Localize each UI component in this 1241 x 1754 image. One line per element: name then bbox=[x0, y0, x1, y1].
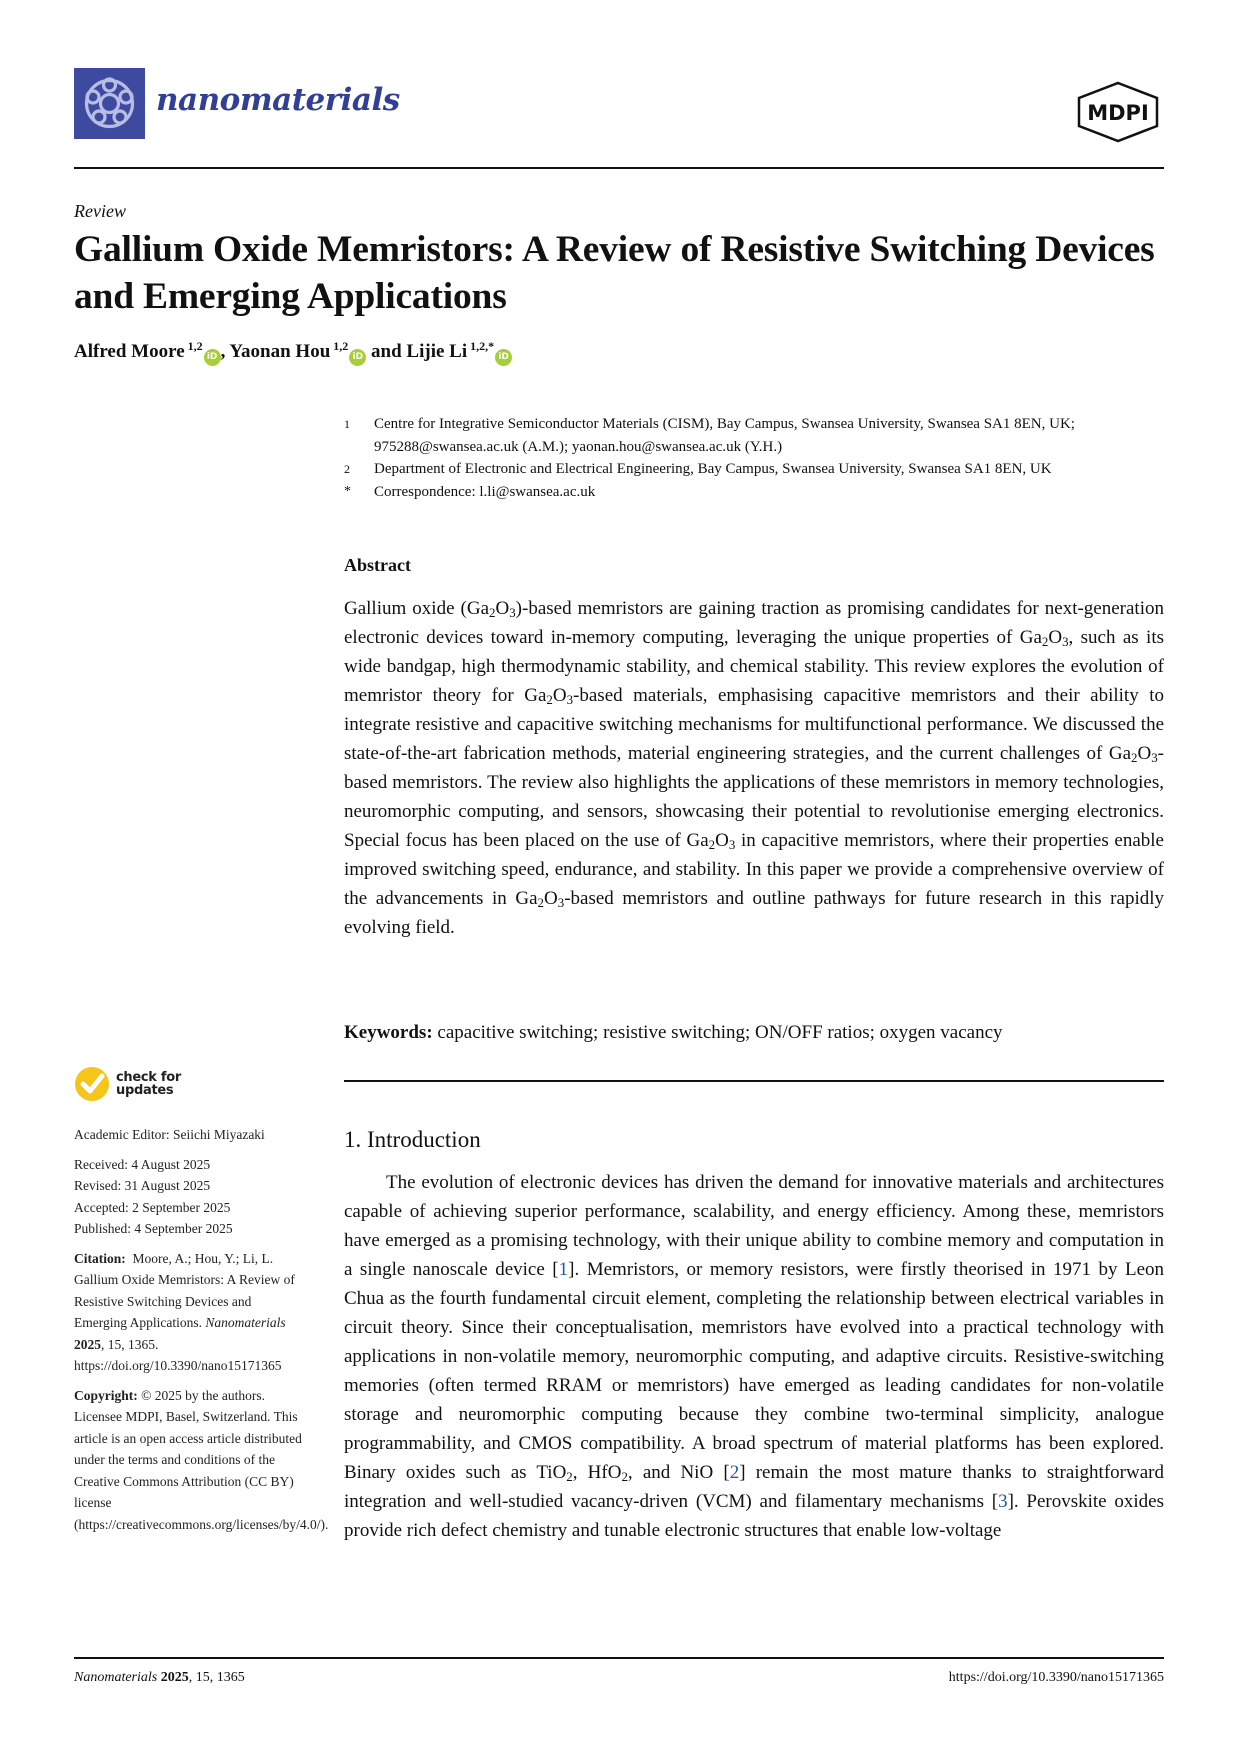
footer-divider bbox=[74, 1657, 1164, 1659]
footer-doi-link[interactable]: https://doi.org/10.3390/nano15171365 bbox=[948, 1670, 1164, 1685]
introduction-body bbox=[344, 1168, 1164, 1545]
article-info-sidebar bbox=[74, 1124, 329, 1535]
author-list bbox=[74, 339, 512, 366]
subscript: 3 bbox=[566, 692, 574, 708]
subscript: 2 bbox=[621, 1469, 628, 1485]
affiliation-item bbox=[344, 413, 1144, 458]
check-updates-label: check for bbox=[116, 1070, 181, 1085]
received-date: Received: 4 August 2025 bbox=[74, 1156, 211, 1172]
subscript: 3 bbox=[728, 837, 736, 853]
citation-link[interactable]: 1 bbox=[558, 1259, 569, 1280]
copyright bbox=[74, 1385, 329, 1536]
accepted-date: Accepted: 2 September 2025 bbox=[74, 1199, 231, 1215]
subscript: 3 bbox=[557, 895, 565, 911]
author-affiliation-mark: 1,2 bbox=[187, 339, 203, 353]
affiliation-item bbox=[344, 458, 1144, 481]
footer-volume: , 15, 1365 bbox=[188, 1670, 245, 1685]
citation-journal: Nanomaterials bbox=[205, 1315, 286, 1330]
affiliation-mark: 1 bbox=[344, 417, 350, 431]
subscript: 3 bbox=[1151, 750, 1158, 766]
author-separator: and bbox=[366, 341, 407, 362]
author-affiliation-mark: 1,2 bbox=[333, 339, 349, 353]
academic-editor: Academic Editor: Seiichi Miyazaki bbox=[74, 1127, 265, 1142]
revised-date: Revised: 31 August 2025 bbox=[74, 1178, 211, 1193]
affiliation-mark: * bbox=[344, 483, 351, 499]
orcid-icon[interactable]: iD bbox=[495, 349, 512, 366]
article-title: Gallium Oxide Memristors: A Review of Resistive Switching Devices and Emerging Applications bbox=[74, 229, 1155, 317]
mdpi-logo-text: MDPI bbox=[1087, 101, 1149, 125]
mdpi-logo bbox=[1073, 80, 1163, 144]
abstract-divider bbox=[344, 1080, 1164, 1082]
subscript: 2 bbox=[708, 837, 716, 853]
affiliation-text: Department of Electronic and Electrical Engineering, Bay Campus, Swansea University, Swansea SA1 8EN, UK bbox=[374, 461, 1052, 477]
author-separator: , bbox=[220, 341, 230, 362]
footer-citation bbox=[74, 1670, 245, 1686]
citation-label: Citation: bbox=[74, 1250, 126, 1266]
keywords bbox=[344, 1022, 1174, 1044]
subscript: 2 bbox=[1041, 634, 1049, 650]
subscript: 2 bbox=[489, 605, 496, 621]
citation-doi[interactable]: , 15, 1365. https://doi.org/10.3390/nano15171365 bbox=[74, 1336, 282, 1373]
article-type: Review bbox=[74, 201, 126, 221]
journal-name: nanomaterials bbox=[156, 82, 400, 118]
check-updates-label: updates bbox=[116, 1083, 174, 1098]
abstract-heading: Abstract bbox=[344, 555, 411, 575]
correspondence-text: Correspondence: l.li@swansea.ac.uk bbox=[374, 483, 596, 500]
journal-logo bbox=[74, 68, 145, 139]
orcid-icon[interactable]: iD bbox=[349, 349, 366, 366]
published-date: Published: 4 September 2025 bbox=[74, 1221, 233, 1236]
citation-year: 2025 bbox=[74, 1336, 101, 1352]
copyright-label: Copyright: bbox=[74, 1387, 138, 1403]
affiliation-text: Centre for Integrative Semiconductor Materials (CISM), Bay Campus, Swansea University, Swansea SA1 8EN, UK; 975288@swansea.ac.uk (A.M.); yaonan.hou@swansea.ac.uk (Y.H.) bbox=[374, 416, 1075, 455]
fullerene-icon bbox=[74, 68, 145, 139]
subscript: 2 bbox=[566, 1469, 573, 1485]
correspondence bbox=[344, 481, 1144, 504]
author-name: Lijie Li bbox=[406, 341, 468, 362]
citation-text: Moore, A.; Hou, Y.; Li, L. Gallium Oxide Memristors: A Review of Resistive Switching Devices and Emerging Applications. bbox=[74, 1250, 295, 1330]
subscript: 2 bbox=[1131, 750, 1138, 766]
subscript: 2 bbox=[537, 895, 544, 911]
citation bbox=[74, 1248, 304, 1377]
abstract-body: Gallium oxide $(Ga_2O_3)$-based memristors are gaining traction as promising candidates for next-generation electronic devices toward in-memory computing, leveraging the unique properties of $Ga_2O_3$, such as its wide bandgap, high thermodynamic stability, and chemical stability. This review explores the evolution of memristor theory for $Ga_2O_3$-based materials, emphasising capacitive memristors and their ability to integrate resistive and capacitive switching mechanisms for multifunctional performance. We discussed the state-of-the-art fabrication methods, material engineering strategies, and the current challenges of $Ga_2O_3$-based memristors. The review also highlights the applications of these memristors in memory technologies, neuromorphic computing, and sensors, showcasing their potential to revolutionise emerging electronics. Special focus has been placed on the use of $Ga_2O_3$ in capacitive memristors, where their properties enable improved switching speed, endurance, and stability. In this paper we provide a comprehensive overview of the advancements in $Ga_2O_3$-based memristors and outline pathways for future research in this rapidly evolving field. bbox=[344, 598, 1165, 938]
introduction-text: The evolution of electronic devices has driven the demand for innovative materials and architectures capable of achieving superior performance, scalability, and energy efficiency. Among these, memristors have emerged as a promising technology, with their unique ability to combine memory and computation in a single nanoscale device [1]. Memristors, or memory resistors, were firstly theorised in 1971 by Leon Chua as the fourth fundamental circuit element, completing the relationship between electrical variables in circuit theory. Since their conceptualisation, memristors have evolved into a practical technology with applications in non-volatile memory, neuromorphic computing, and adaptive circuits. Resistive-switching memories (often termed RRAM or memristors) have emerged as leading candidates for non-volatile storage and neuromorphic computing because they combine two-terminal simplicity, analogue programmability, and CMOS compatibility. A broad spectrum of material platforms has been explored. Binary oxides such as TiO$_2$, HfO$_2$, and NiO [2] remain the most mature thanks to straightforward integration and well-studied vacancy-driven (VCM) and filamentary mechanisms [3]. Perovskite oxides provide rich defect chemistry and tunable electronic structures that enable low-voltage bbox=[344, 1172, 1164, 1541]
affiliation-mark: 2 bbox=[344, 462, 350, 476]
author-name: Alfred Moore bbox=[74, 341, 185, 362]
affiliations bbox=[344, 413, 1144, 503]
keywords-list: capacitive switching; resistive switching; ON/OFF ratios; oxygen vacancy bbox=[432, 1022, 1003, 1043]
subscript: 3 bbox=[1062, 634, 1069, 650]
subscript: 2 bbox=[546, 692, 553, 708]
check-for-updates-button[interactable] bbox=[74, 1066, 181, 1102]
copyright-text: © 2025 by the authors. Licensee MDPI, Basel, Switzerland. This article is an open access article distributed under the terms and conditions of the Creative Commons Attribution (CC BY) license (https://creativecommons.org/licenses/by/4.0/). bbox=[74, 1387, 329, 1532]
orcid-icon[interactable]: iD bbox=[204, 349, 221, 366]
footer-year: 2025 bbox=[160, 1670, 189, 1685]
header-divider bbox=[74, 167, 1164, 169]
footer-journal: Nanomaterials bbox=[74, 1670, 158, 1685]
citation-link[interactable]: 3 bbox=[998, 1491, 1008, 1512]
author-name: Yaonan Hou bbox=[229, 341, 331, 362]
check-updates-icon bbox=[74, 1066, 110, 1102]
citation-link[interactable]: 2 bbox=[729, 1462, 740, 1483]
section-heading-introduction: 1. Introduction bbox=[344, 1127, 481, 1152]
author-affiliation-mark: 1,2,* bbox=[470, 339, 495, 353]
subscript: 3 bbox=[509, 605, 516, 621]
keywords-label: Keywords: bbox=[344, 1022, 433, 1043]
